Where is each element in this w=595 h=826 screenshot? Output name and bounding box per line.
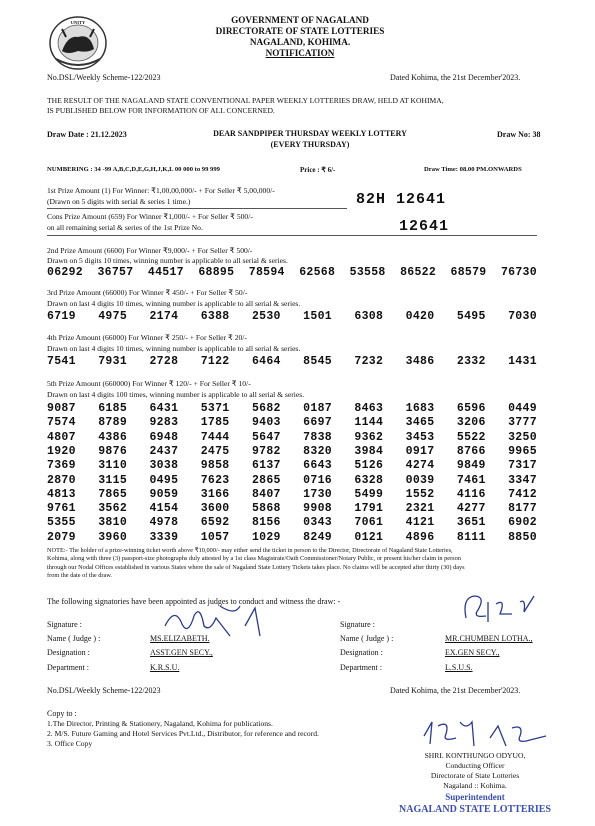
prize-number: 0449 [508, 402, 537, 415]
prize-number: 8850 [508, 530, 537, 544]
fifth-prize-row [47, 488, 537, 501]
prize-number: 8463 [354, 402, 384, 415]
first-prize-rule: (Drawn on 5 digits with serial & series 1 time.) [47, 197, 191, 206]
prize-number: 4978 [149, 516, 179, 530]
prize-number: 8111 [456, 530, 486, 544]
header-line-4: NOTIFICATION [265, 48, 335, 58]
prize-number: 4277 [456, 502, 486, 516]
draw-date: Draw Date : 21.12.2023 [47, 130, 127, 139]
prize-number: 6592 [200, 516, 230, 530]
draw-number: Draw No: 38 [497, 130, 541, 139]
fourth-prize-rule: Drawn on last 4 digits 10 times, winning number is applicable to all serial & series. [47, 344, 301, 353]
prize-number: 53558 [349, 266, 386, 279]
prize-number: 3453 [405, 430, 435, 444]
officer-place: Nagaland :: Kohima. [443, 781, 507, 790]
prize-number: 5495 [456, 310, 486, 323]
fifth-prize-rule: Drawn on last 4 digits 100 times, winning number is applicable to all serial & series. [47, 390, 305, 399]
second-prize-numbers [47, 266, 537, 279]
prize-number: 3651 [456, 516, 486, 530]
prize-number: 2321 [405, 502, 435, 516]
prize-number: 6596 [456, 402, 486, 415]
prize-number: 68579 [450, 266, 487, 279]
fifth-prize-row [47, 474, 537, 487]
dated-line-footer: Dated Kohima, the 21st December'2023. [390, 686, 521, 695]
dated-line: Dated Kohima, the 21st December'2023. [390, 73, 521, 82]
prize-number: 3810 [98, 516, 128, 530]
prize-number: 8320 [303, 444, 332, 458]
prize-number: 4154 [149, 502, 179, 516]
fifth-prize-row [47, 416, 537, 429]
prize-number: 3600 [200, 502, 230, 516]
prize-number: 8766 [456, 444, 486, 458]
prize-number: 62568 [299, 266, 336, 279]
prize-number: 5355 [47, 516, 76, 530]
prize-number: 1144 [354, 416, 384, 430]
judge1-name: MS.ELIZABETH. [150, 634, 210, 643]
prize-number: 7030 [508, 310, 537, 323]
prize-number: 9403 [251, 416, 281, 430]
copy-to-list [47, 719, 319, 749]
judge2-name: MR.CHUMBEN LOTHA., [445, 634, 533, 643]
prize-number: 6902 [508, 516, 537, 530]
prize-number: 9362 [354, 430, 384, 444]
prize-number: 4896 [405, 530, 435, 544]
prize-number: 4274 [405, 459, 435, 473]
prize-number: 2475 [200, 444, 230, 458]
prize-number: 6137 [251, 459, 281, 473]
prize-number: 6431 [149, 402, 179, 415]
prize-number: 7623 [200, 473, 230, 487]
header-line-3: NAGALAND, KOHIMA. [249, 37, 351, 47]
prize-number: 0187 [303, 402, 332, 415]
prize-number: 5647 [251, 430, 281, 444]
prize-number: 1029 [251, 530, 281, 544]
prize-number: 6719 [47, 310, 76, 323]
prize-number: 5682 [251, 402, 281, 415]
prize-number: 3465 [405, 416, 435, 430]
prize-number: 9965 [508, 444, 537, 458]
prize-number: 9087 [47, 402, 76, 415]
prize-number: 3562 [98, 502, 128, 516]
prize-number: 3960 [98, 530, 128, 544]
prize-number: 1785 [200, 416, 230, 430]
first-prize-winner: 82H 12641 [356, 191, 447, 208]
lottery-frequency: (EVERY THURSDAY) [270, 140, 350, 149]
prize-number: 5499 [354, 487, 384, 501]
prize-number: 7838 [303, 430, 332, 444]
signatories-statement: The following signatories have been appointed as judges to conduct and witness the draw: - [47, 597, 341, 606]
officer-name: SHRI. KONTHUNGO ODYUO, [424, 751, 526, 760]
prize-number: 7232 [354, 355, 384, 368]
prize-number: 1552 [405, 487, 435, 501]
prize-number: 4386 [98, 430, 128, 444]
prize-number: 9849 [456, 459, 486, 473]
fifth-prize-row [47, 531, 537, 544]
prize-number: 3206 [456, 416, 486, 430]
prize-number: 0343 [303, 516, 332, 530]
prize-number: 1057 [200, 530, 230, 544]
cons-prize-winner: 12641 [399, 218, 450, 235]
prize-number: 3486 [405, 355, 435, 368]
note-line: from the date of the draw. [47, 571, 112, 579]
prize-number: 0495 [149, 473, 179, 487]
prize-number: 7461 [456, 473, 486, 487]
prize-number: 0121 [354, 530, 384, 544]
fifth-prize-row [47, 431, 537, 444]
prize-number: 44517 [147, 266, 184, 279]
cons-prize-divider [47, 235, 537, 236]
prize-number: 5371 [200, 402, 230, 415]
prize-number: 1920 [47, 444, 76, 458]
prize-number: 0039 [405, 473, 435, 487]
prize-number: 3115 [98, 473, 128, 487]
prize-number: 7865 [98, 487, 128, 501]
official-stamp-org: NAGALAND STATE LOTTERIES [399, 804, 551, 815]
fifth-prize-row [47, 459, 537, 472]
prize-number: 5126 [354, 459, 384, 473]
prize-number: 78594 [248, 266, 285, 279]
prize-number: 6185 [98, 402, 128, 415]
header-line-2: DIRECTORATE OF STATE LOTTERIES [215, 26, 385, 36]
prize-number: 2437 [149, 444, 179, 458]
prize-number: 86522 [400, 266, 437, 279]
prize-number: 1501 [303, 310, 332, 323]
prize-number: 8545 [303, 355, 332, 368]
prize-number: 7122 [200, 355, 230, 368]
prize-number: 7541 [47, 355, 76, 368]
intro-line-1: THE RESULT OF THE NAGALAND STATE CONVENTIONAL PAPER WEEKLY LOTTERIES DRAW, HELD AT KOHIMA, [47, 96, 444, 105]
prize-number: 3166 [200, 487, 230, 501]
prize-number: 4116 [456, 487, 486, 501]
prize-number: 3984 [354, 444, 384, 458]
judge2-signature [460, 588, 550, 638]
prize-number: 5522 [456, 430, 486, 444]
judge1-department: K.R.S.U. [150, 663, 180, 672]
prize-number: 7061 [354, 516, 384, 530]
fourth-prize-numbers [47, 355, 537, 368]
prize-number: 1431 [508, 355, 537, 368]
judge1-department-label: Department : [47, 663, 89, 672]
prize-number: 2728 [149, 355, 179, 368]
fifth-prize-amount: 5th Prize Amount (660000) For Winner ₹ 120/- + For Seller ₹ 10/- [47, 379, 251, 388]
fifth-prize-row [47, 502, 537, 515]
prize-number: 7412 [508, 487, 537, 501]
prize-number: 3250 [508, 430, 537, 444]
prize-number: 68895 [198, 266, 235, 279]
judge2-signature-label: Signature : [340, 620, 375, 629]
prize-number: 7574 [47, 416, 76, 430]
judge2-department-label: Department : [340, 663, 382, 672]
first-prize-divider [47, 208, 347, 209]
prize-number: 3347 [508, 473, 537, 487]
prize-number: 4975 [98, 310, 128, 323]
prize-number: 7931 [98, 355, 128, 368]
judge2-designation: EX.GEN SECY., [445, 648, 500, 657]
official-stamp-title: Superintendent [445, 792, 505, 802]
first-prize-amount: 1st Prize Amount (1) For Winner: ₹1,00,00,000/- + For Seller ₹ 5,00,000/- [47, 186, 275, 195]
prize-number: 7317 [508, 459, 537, 473]
prize-number: 6948 [149, 430, 179, 444]
prize-number: 6388 [200, 310, 230, 323]
lottery-name: DEAR SANDPIPER THURSDAY WEEKLY LOTTERY [213, 129, 407, 138]
prize-number: 2530 [251, 310, 281, 323]
judge2-designation-label: Designation : [340, 648, 383, 657]
judge1-designation: ASST.GEN SECY., [150, 648, 213, 657]
prize-number: 4813 [47, 487, 76, 501]
prize-number: 9876 [98, 444, 128, 458]
prize-number: 8249 [303, 530, 332, 544]
fifth-prize-row [47, 516, 537, 529]
prize-number: 2865 [251, 473, 281, 487]
prize-number: 6464 [251, 355, 281, 368]
prize-number: 8789 [98, 416, 128, 430]
ticket-price: Price : ₹ 6/- [300, 166, 336, 174]
copy-to-item: 2. M/S. Future Gaming and Hotel Services Pvt.Ltd., Distributor, for reference and record. [47, 729, 319, 738]
judge2-department: L.S.U.S. [445, 663, 473, 672]
claim-note [47, 547, 552, 580]
prize-number: 1730 [303, 487, 332, 501]
third-prize-amount: 3rd Prize Amount (66000) For Winner ₹ 450/- + For Seller ₹ 50/- [47, 288, 248, 297]
note-line: NOTE:- The holder of a prize-winning ticket worth above ₹10,000/- may either send the ticket in person to the Director, Directorate of Nagaland State Lotteries, [47, 547, 453, 554]
prize-number: 6308 [354, 310, 384, 323]
judge1-signature [160, 596, 270, 651]
prize-number: 2332 [456, 355, 486, 368]
prize-number: 0420 [405, 310, 435, 323]
prize-number: 1683 [405, 402, 435, 415]
prize-number: 8177 [508, 502, 537, 516]
prize-number: 4121 [405, 516, 435, 530]
prize-number: 3038 [149, 459, 179, 473]
fifth-prize-row [47, 445, 537, 458]
prize-number: 9782 [251, 444, 281, 458]
prize-number: 4807 [47, 430, 76, 444]
note-line: Kohima, along with three (3) passport-size photographs duly attested by a 1st class Magistrate/Oath Commissioner/Notary Public, or present his/her claim in person [47, 555, 461, 563]
prize-number: 9283 [149, 416, 179, 430]
fourth-prize-amount: 4th Prize Amount (66000) For Winner ₹ 250/- + For Seller ₹ 20/- [47, 333, 247, 342]
prize-number: 9858 [200, 459, 230, 473]
prize-number: 3339 [149, 530, 179, 544]
prize-number: 0917 [405, 444, 435, 458]
numbering: NUMBERING : 34 -99 A,B,C,D,E,G,H,J,K,L 00 000 to 99 999 [47, 166, 220, 173]
cons-prize-rule: on all remaining serial & series of the 1st Prize No. [47, 223, 203, 232]
judge2-name-label: Name ( Judge ) : [340, 634, 394, 643]
prize-number: 3777 [508, 416, 537, 430]
prize-number: 76730 [500, 266, 537, 279]
prize-number: 06292 [47, 266, 84, 279]
judge1-name-label: Name ( Judge ) : [47, 634, 101, 643]
prize-number: 6643 [303, 459, 332, 473]
third-prize-numbers [47, 310, 537, 323]
prize-number: 9908 [303, 502, 332, 516]
prize-number: 6697 [303, 416, 332, 430]
prize-number: 1791 [354, 502, 384, 516]
prize-number: 2079 [47, 530, 76, 544]
prize-number: 3110 [98, 459, 128, 473]
note-line: through our Nodal Offices established in various States where the sale of Nagaland State Lottery Tickets takes place. No claims will be accepted after thirty (30) days [47, 563, 465, 571]
copy-to-heading: Copy to : [47, 709, 77, 718]
prize-number: 9059 [149, 487, 179, 501]
officer-department: Directorate of State Lotteries [430, 771, 520, 780]
reference-number-footer: No.DSL/Weekly Scheme-122/2023 [47, 686, 161, 695]
intro-line-2: IS PUBLISHED BELOW FOR INFORMATION OF ALL CONCERNED. [47, 106, 275, 115]
cons-prize-amount: Cons Prize Amount (659) For Winner ₹1,000/- + For Seller ₹ 500/- [47, 212, 253, 221]
prize-number: 2174 [149, 310, 179, 323]
prize-number: 36757 [97, 266, 134, 279]
second-prize-amount: 2nd Prize Amount (6600) For Winner ₹9,000/- + For Seller ₹ 500/- [47, 246, 253, 255]
draw-time: Draw Time: 08.00 PM.ONWARDS [424, 166, 522, 173]
header-line-1: GOVERNMENT OF NAGALAND [231, 15, 369, 25]
copy-to-item: 1.The Director, Printing & Stationery, Nagaland, Kohima for publications. [47, 719, 273, 728]
officer-role: Conducting Officer [445, 761, 505, 770]
logo-motto: UNITY [70, 20, 86, 25]
prize-number: 6328 [354, 473, 384, 487]
judge1-designation-label: Designation : [47, 648, 90, 657]
copy-to-item: 3. Office Copy [47, 739, 93, 748]
reference-number: No.DSL/Weekly Scheme-122/2023 [47, 73, 161, 82]
prize-number: 0716 [303, 473, 332, 487]
prize-number: 9761 [47, 502, 76, 516]
prize-number: 2870 [47, 473, 76, 487]
second-prize-rule: Drawn on 5 digits 10 times, winning number is applicable to all serial & series. [47, 256, 288, 265]
judge1-signature-label: Signature : [47, 620, 82, 629]
prize-number: 8407 [251, 487, 281, 501]
fifth-prize-row [47, 402, 537, 415]
prize-number: 8156 [251, 516, 281, 530]
prize-number: 7369 [47, 459, 76, 473]
prize-number: 7444 [200, 430, 230, 444]
third-prize-rule: Drawn on last 4 digits 10 times, winning number is applicable to all serial & series. [47, 299, 301, 308]
prize-number: 5868 [251, 502, 281, 516]
